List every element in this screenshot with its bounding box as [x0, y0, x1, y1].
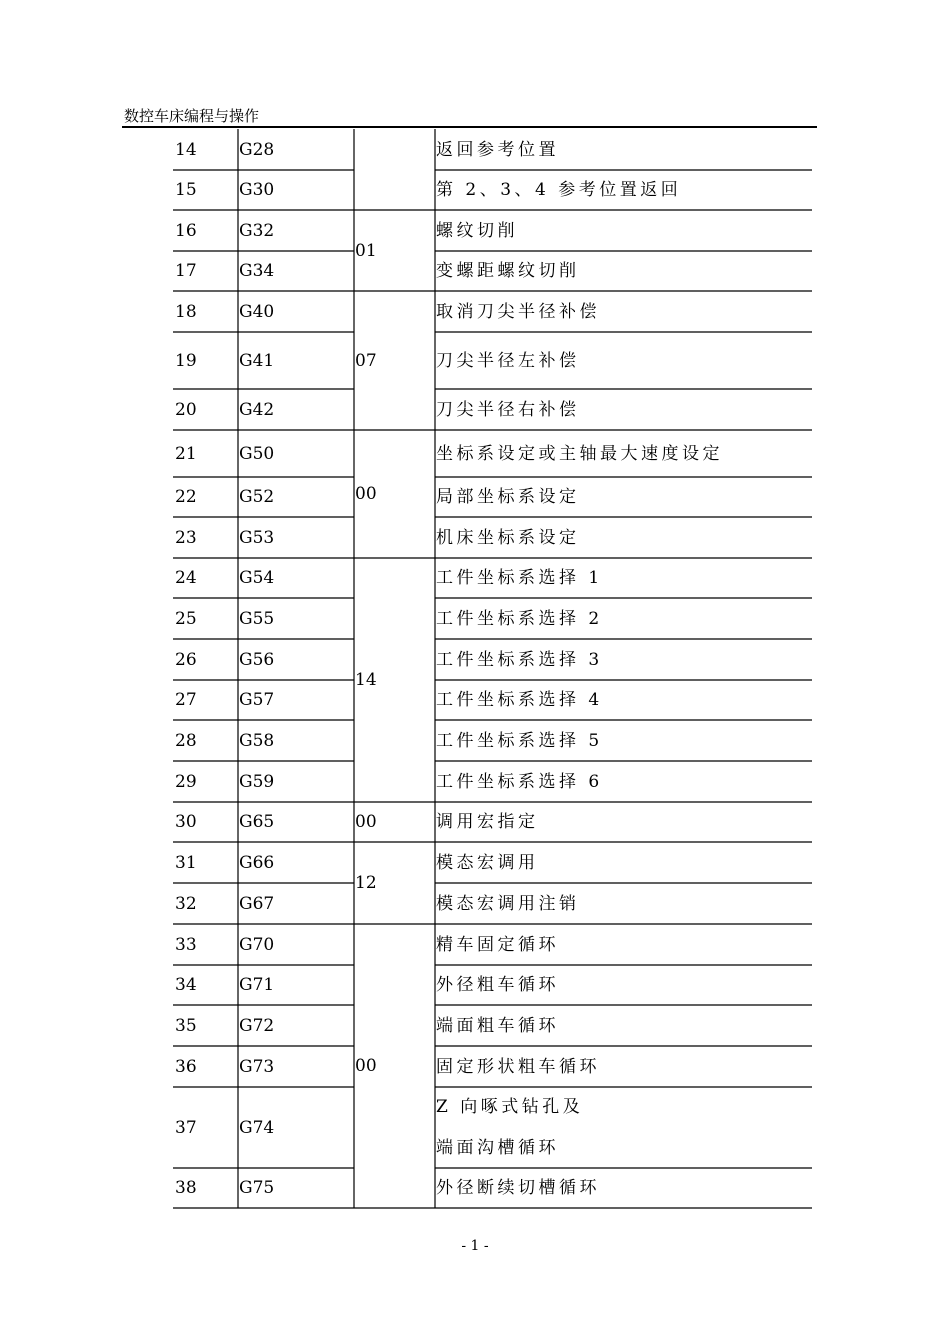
code-description: 局部坐标系设定: [436, 487, 580, 507]
g-code: G53: [239, 527, 275, 548]
g-code: G75: [239, 1178, 275, 1198]
row-number: 24: [175, 568, 197, 588]
row-number: 32: [175, 893, 197, 914]
code-description: 返回参考位置: [436, 139, 559, 160]
code-description: 坐标系设定或主轴最大速度设定: [436, 443, 723, 464]
row-number: 35: [175, 1015, 197, 1036]
row-number: 30: [175, 812, 197, 832]
modal-group: 00: [355, 812, 377, 832]
code-description: 刀尖半径左补偿: [436, 350, 580, 371]
g-code: G41: [239, 350, 275, 371]
row-number: 20: [175, 399, 197, 420]
modal-group: 07: [355, 350, 377, 371]
g-code: G57: [239, 690, 275, 710]
row-number: 22: [175, 487, 197, 507]
code-description: 螺纹切削: [436, 220, 518, 241]
g-code: G66: [239, 852, 275, 873]
g-code: G65: [239, 812, 275, 832]
code-description: 精车固定循环: [436, 934, 559, 955]
code-description: 机床坐标系设定: [436, 527, 580, 548]
g-code: G59: [239, 771, 275, 792]
code-description: 端面沟槽循环: [436, 1137, 559, 1158]
row-number: 38: [175, 1178, 197, 1198]
g-code: G73: [239, 1056, 275, 1077]
row-number: 18: [175, 301, 197, 322]
row-number: 37: [175, 1117, 197, 1138]
code-description: 工件坐标系选择 4: [436, 690, 603, 710]
row-number: 33: [175, 934, 197, 955]
code-description: 端面粗车循环: [436, 1015, 559, 1036]
code-description: 第 2、3、4 参考位置返回: [436, 180, 682, 200]
g-code: G30: [239, 180, 275, 200]
modal-group: 14: [355, 670, 377, 690]
row-number: 17: [175, 261, 197, 281]
modal-group: 01: [355, 240, 377, 261]
code-description: Z 向啄式钻孔及: [436, 1097, 584, 1118]
row-number: 28: [175, 730, 197, 751]
g-code: G67: [239, 893, 275, 914]
g-code: G71: [239, 975, 275, 995]
row-number: 23: [175, 527, 197, 548]
g-code: G34: [239, 261, 275, 281]
g-code: G54: [239, 568, 275, 588]
code-description: 工件坐标系选择 6: [436, 771, 603, 792]
code-description: 模态宏调用注销: [436, 893, 580, 914]
row-number: 16: [175, 220, 197, 241]
g-code: G58: [239, 730, 275, 751]
code-description: 取消刀尖半径补偿: [436, 301, 600, 322]
modal-group: 12: [355, 873, 377, 893]
row-number: 29: [175, 771, 197, 792]
g-code: G56: [239, 649, 275, 670]
g-code: G52: [239, 487, 275, 507]
g-code: G40: [239, 301, 275, 322]
row-number: 27: [175, 690, 197, 710]
row-number: 14: [175, 139, 197, 160]
code-description: 工件坐标系选择 3: [436, 649, 603, 670]
code-description: 外径断续切槽循环: [436, 1178, 600, 1198]
modal-group: 00: [355, 1056, 377, 1076]
row-number: 21: [175, 443, 197, 464]
row-number: 25: [175, 608, 197, 629]
code-description: 调用宏指定: [436, 812, 539, 832]
g-code: G72: [239, 1015, 275, 1036]
g-code: G42: [239, 399, 275, 420]
modal-group: 00: [355, 484, 377, 504]
code-description: 外径粗车循环: [436, 975, 559, 995]
row-number: 26: [175, 649, 197, 670]
page-number: - 1 -: [461, 1238, 489, 1254]
page-header-title: 数控车床编程与操作: [124, 107, 260, 125]
g-code: G55: [239, 608, 275, 629]
code-description: 工件坐标系选择 2: [436, 608, 603, 629]
code-description: 变螺距螺纹切削: [436, 261, 580, 281]
row-number: 19: [175, 350, 197, 371]
g-code: G70: [239, 934, 275, 955]
code-description: 工件坐标系选择 1: [436, 568, 603, 588]
g-code: G28: [239, 139, 275, 160]
g-code: G50: [239, 443, 275, 464]
row-number: 15: [175, 180, 197, 200]
row-number: 36: [175, 1056, 197, 1077]
row-number: 31: [175, 852, 197, 873]
code-description: 固定形状粗车循环: [436, 1056, 600, 1077]
code-description: 模态宏调用: [436, 852, 539, 873]
code-description: 刀尖半径右补偿: [436, 399, 580, 420]
row-number: 34: [175, 975, 197, 995]
g-code: G32: [239, 220, 275, 241]
g-code: G74: [239, 1117, 275, 1138]
code-description: 工件坐标系选择 5: [436, 730, 603, 751]
